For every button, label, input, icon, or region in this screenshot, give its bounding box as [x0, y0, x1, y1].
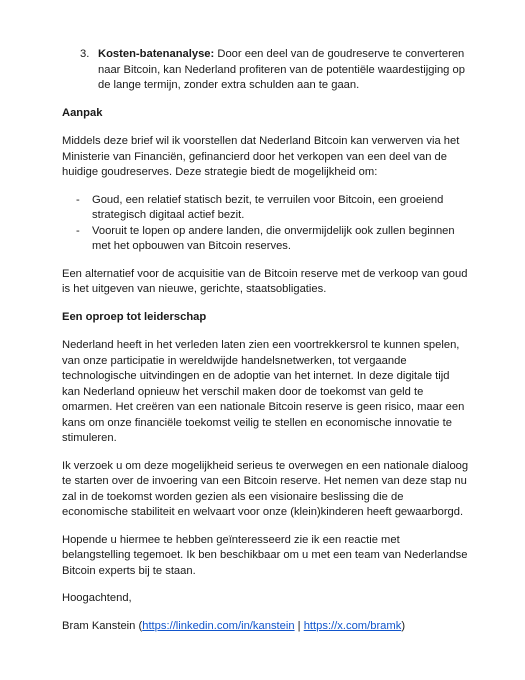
section-heading-leiderschap: Een oproep tot leiderschap: [62, 310, 207, 323]
numbered-item-3: [62, 47, 470, 94]
leiderschap-paragraph-2: Ik verzoek u om deze mogelijkheid serieus te overwegen en een nationale dialoog te starten over de invoering van een Bitcoin reserve. Het nemen van deze stap nu zal in de toekomst worden gezien als een visionaire beslissing die de economische stabiliteit en welvaart voor onze (klein)kinderen heeft gewaarborgd.: [62, 459, 469, 518]
linkedin-link[interactable]: https://linkedin.com/in/kanstein: [142, 619, 295, 632]
bullet-text: Vooruit te lopen op andere landen, die onvermijdelijk ook zullen beginnen met het opbouwen van Bitcoin reserves.: [92, 224, 455, 252]
item-label: Kosten-batenanalyse:: [98, 48, 215, 60]
section-heading-aanpak: Aanpak: [62, 106, 103, 119]
bullet-text: Goud, een relatief statisch bezit, te verruilen voor Bitcoin, een groeiend strategisch digitaal actief bezit.: [92, 193, 444, 221]
x-link[interactable]: https://x.com/bramk: [303, 619, 402, 632]
item-body: [98, 47, 470, 94]
item-number: 3.: [80, 48, 90, 60]
bullet-dash: -: [76, 193, 80, 206]
aanpak-alternative: Een alternatief voor de acquisitie van de Bitcoin reserve met de verkoop van goud is het uitgeven van nieuwe, gerichte, staatsobligaties.: [62, 267, 468, 295]
bullet-dash: -: [76, 224, 80, 237]
aanpak-bullet-list: [62, 193, 470, 255]
signature-suffix: ): [401, 619, 406, 632]
aanpak-intro: Middels deze brief wil ik voorstellen dat Nederland Bitcoin kan verwerven via het Ministerie van Financiën, gefinancierd door het verkopen van een deel van de huidige goudreserves. Deze strategie biedt de mogelijkheid om:: [62, 135, 460, 178]
closing-greeting: Hoogachtend,: [62, 592, 132, 604]
bullet-item: [62, 224, 470, 255]
link-separator: |: [294, 619, 304, 632]
signer-name: Bram Kanstein (: [62, 619, 143, 632]
leiderschap-paragraph-3: Hopende u hiermee te hebben geïnteresseerd zie ik een reactie met belangstelling tegemoet. Ik ben beschikbaar om u met een team van Nederlandse Bitcoin experts bij te staan.: [62, 533, 468, 577]
item-text: Door een deel van de goudreserve te converteren naar Bitcoin, kan Nederland profiteren van de potentiële waardestijging op de lange termijn, zonder extra schulden aan te gaan.: [98, 48, 465, 91]
signature-line: [62, 619, 470, 635]
leiderschap-paragraph-1: Nederland heeft in het verleden laten zien een voortrekkersrol te kunnen spelen, van onze participatie in wereldwijde handelsnetwerken, tot vergaande technologische uitvindingen en de adoptie van het internet. In deze digitale tijd kan Nederland opnieuw het verschil maken door de toekomst van geld te omarmen. Het creëren van een nationale Bitcoin reserve is geen risico, maar een kans om onze financiële toekomst veilig te stellen en economische innovatie te stimuleren.: [62, 339, 465, 444]
bullet-item: [62, 193, 470, 224]
